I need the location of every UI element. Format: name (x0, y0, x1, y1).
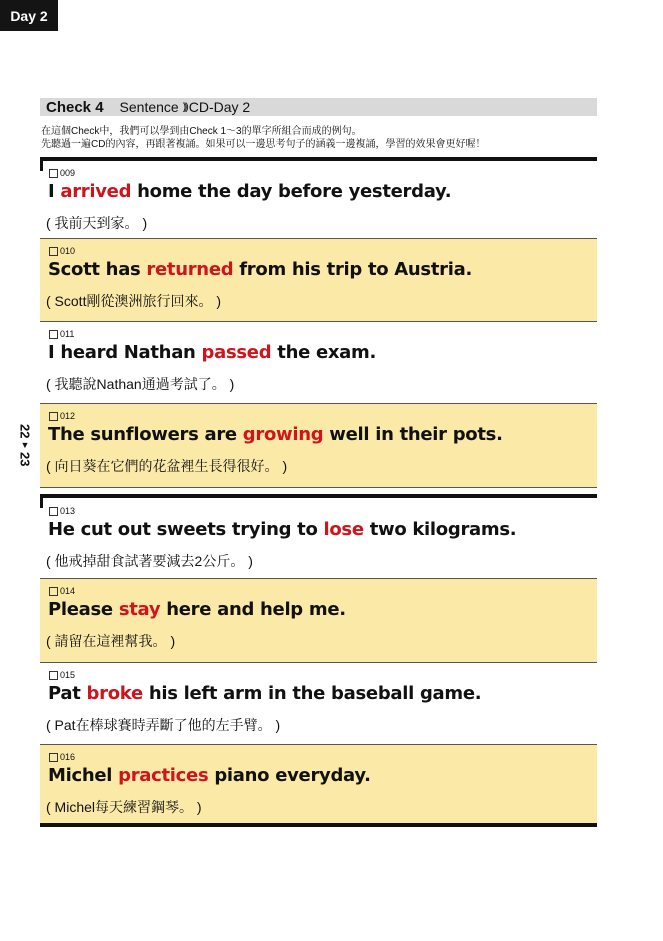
section-rule (40, 494, 597, 498)
checkbox-icon[interactable] (49, 247, 58, 256)
entry-number: 009 (49, 168, 75, 178)
intro-line: 在這個Check中，我們可以學到由Check 1～3的單字所組合而成的例句。 (41, 126, 362, 137)
english-sentence: Please stay here and help me. (48, 599, 346, 620)
sentence-entry (40, 579, 597, 663)
triangle-icon: ▼ (20, 440, 30, 451)
page-number-right: 23 (17, 452, 33, 467)
chinese-translation: ( 我聽說Nathan通過考試了。 ) (46, 376, 235, 392)
english-sentence: He cut out sweets trying to lose two kilograms. (48, 519, 517, 540)
keyword: lose (323, 519, 364, 540)
english-sentence: I heard Nathan passed the exam. (48, 342, 377, 363)
entry-number: 014 (49, 586, 75, 596)
english-sentence: Pat broke his left arm in the baseball game. (48, 683, 482, 704)
sound-wave-icon: ))) (182, 101, 187, 113)
entry-number: 013 (49, 506, 75, 516)
chinese-translation: ( Scott剛從澳洲旅行回來。 ) (46, 293, 222, 309)
check-subtitle: Sentence (119, 99, 179, 115)
keyword: broke (86, 683, 143, 704)
day-label: Day 2 (10, 7, 48, 24)
intro-text (41, 125, 601, 151)
cd-label: CD-Day 2 (188, 99, 251, 115)
keyword: passed (201, 342, 272, 363)
check-header (40, 98, 597, 116)
english-sentence: The sunflowers are growing well in their pots. (48, 424, 503, 445)
keyword: practices (118, 765, 209, 786)
entry-number: 016 (49, 752, 75, 762)
checkbox-icon[interactable] (49, 671, 58, 680)
sentence-entry (40, 404, 597, 488)
entry-number: 011 (49, 329, 74, 339)
checkbox-icon[interactable] (49, 587, 58, 596)
chinese-translation: ( Pat在棒球賽時弄斷了他的左手臂。 ) (46, 717, 281, 733)
day-tab (0, 0, 58, 31)
checkbox-icon[interactable] (49, 412, 58, 421)
chinese-translation: ( 向日葵在它們的花盆裡生長得很好。 ) (46, 458, 288, 474)
english-sentence: I arrived home the day before yesterday. (48, 181, 452, 202)
english-sentence: Scott has returned from his trip to Austria. (48, 259, 472, 280)
keyword: stay (118, 599, 161, 620)
chinese-translation: ( Michel每天練習鋼琴。 ) (46, 799, 202, 815)
intro-line: 先聽過一遍CD的內容，再跟著複誦。如果可以一邊思考句子的涵義一邊複誦，學習的效果會更好喔！ (41, 139, 486, 150)
chinese-translation: ( 請留在這裡幫我。 ) (46, 633, 176, 649)
chinese-translation: ( 我前天到家。 ) (46, 215, 148, 231)
entry-number: 015 (49, 670, 75, 680)
check-title: Check 4 (46, 98, 104, 116)
sentence-entry (40, 322, 597, 404)
bottom-rule (40, 823, 597, 827)
keyword: growing (242, 424, 324, 445)
english-sentence: Michel practices piano everyday. (48, 765, 371, 786)
sentence-entry (40, 499, 597, 579)
sentence-entry (40, 663, 597, 745)
keyword: arrived (60, 181, 132, 202)
chinese-translation: ( 他戒掉甜食試著要減去2公斤。 ) (46, 553, 253, 569)
keyword: returned (146, 259, 234, 280)
page-number-left: 22 (17, 424, 33, 439)
entry-number: 012 (49, 411, 75, 421)
checkbox-icon[interactable] (49, 753, 58, 762)
checkbox-icon[interactable] (49, 507, 58, 516)
checkbox-icon[interactable] (49, 169, 58, 178)
sentence-entry (40, 161, 597, 239)
checkbox-icon[interactable] (49, 330, 58, 339)
sentence-entry (40, 745, 597, 823)
entry-number: 010 (49, 246, 75, 256)
page-numbers (17, 424, 33, 467)
sentence-entry (40, 239, 597, 322)
